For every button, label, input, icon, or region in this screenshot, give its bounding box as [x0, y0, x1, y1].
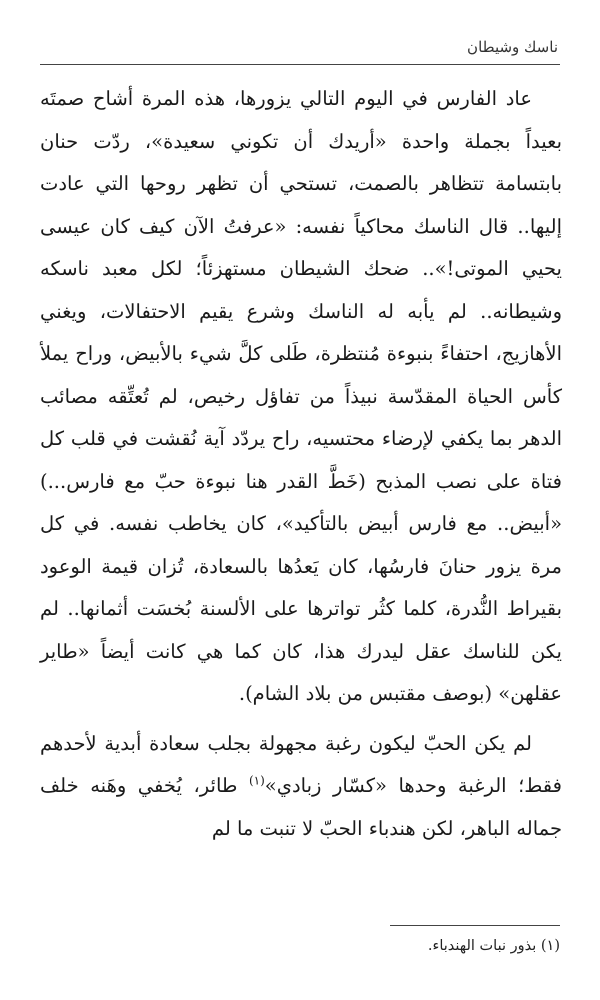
footnote-marker: (١) [248, 773, 265, 788]
footnote: (١) بذور نبات الهندباء. [427, 938, 560, 954]
paragraph-1: عاد الفارس في اليوم التالي يزورها، هذه المرة أشاح صمتَه بعيداً بجملة واحدة «أريدك أن تكوني سعيدة»، ردّت حنان بابتسامة تتظاهر بالصمت، تستحي أن تظهر روحها التي عادت إليها.. قال الناسك محاكياً نفسه: «عرفتُ الآن كيف كان عيسى يحيي الموتى!».. ضحك الشيطان مستهزئاً؛ لكل معبد ناسكه وشيطانه.. لم يأبه له الناسك وشرع يقيم الاحتفالات، ويغني الأهازيج، احتفاءً بنبوءة مُنتظرة، طَلى كلَّ شيء بالأبيض، وراح يملأ كأس الحياة المقدّسة نبيذاً من تفاؤل رخيص، لم تُعتِّقه مصائب الدهر بما يكفي لإرضاء محتسيه، راح يردّد آية نُقشت في قلب كل فتاة على نصب المذبح (خَطَّ القدر هنا نبوءة حبّ مع فارس...) «أبيض.. مع فارس أبيض بالتأكيد»، كان يخاطب نفسه. في كل مرة يزور حنانَ فارسُها، كان يَعدُها بالسعادة، تُزان قيمة الوعود بقيراط النُّدرة، كلما كثُر تواترها على الألسنة بُخسَت أثمانها.. لم يكن للناسك عقل ليدرك هذا، كان كما هي كانت أيضاً «طاير عقلهن» (بوصف مقتبس من بلاد الشام). [40, 87, 562, 705]
running-header-title: ناسك وشيطان [467, 38, 558, 56]
paragraph-2 [40, 723, 562, 851]
footnote-divider [390, 925, 560, 926]
header-divider [40, 64, 560, 65]
paragraph-2-part-1: لم يكن الحبّ ليكون رغبة مجهولة بجلب سعادة أبدية لأحدهم فقط؛ الرغبة وحدها «كسّار زبادي» [40, 731, 562, 797]
paragraph-2-part-2: طائر، يُخفي وهَنه خلف جماله الباهر، لكن هندباء الحبّ لا تنبت ما لم [40, 774, 562, 840]
body-text [40, 78, 562, 850]
